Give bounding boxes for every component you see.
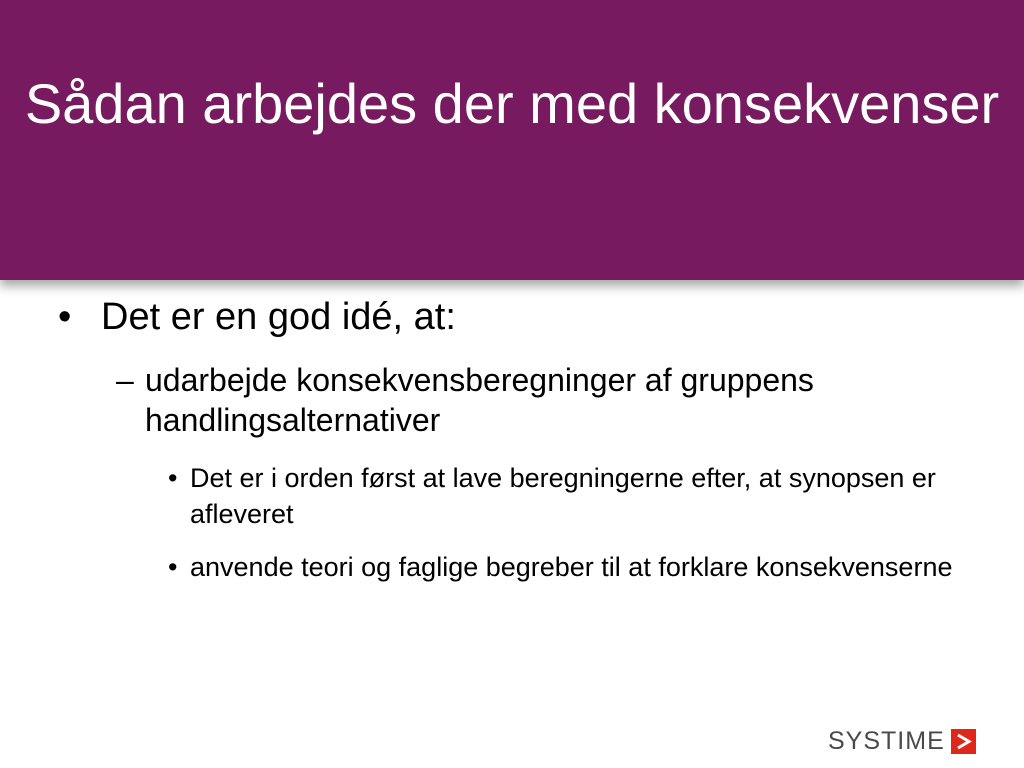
bullet-marker: • (168, 552, 178, 582)
arrow-right-icon (951, 729, 976, 754)
bullet-text: Det er en god idé, at: (101, 296, 456, 338)
bullet-text: udarbejde konsekvensberegninger af gruppens handlingsalternativer (145, 362, 814, 438)
logo-text: SYSTIME (828, 727, 945, 755)
slide-title: Sådan arbejdes der med konsekvenser (24, 72, 1000, 135)
bullet-marker: • (58, 296, 72, 338)
bullet-text: Det er i orden først at lave beregningerne efter, at synopsen er afleveret (190, 463, 936, 529)
bullet-text: anvende teori og faglige begreber til at forklare konsekvenserne (190, 552, 953, 582)
systime-logo (828, 726, 976, 756)
bullet-marker: • (168, 463, 178, 493)
dash-marker: – (116, 362, 134, 398)
